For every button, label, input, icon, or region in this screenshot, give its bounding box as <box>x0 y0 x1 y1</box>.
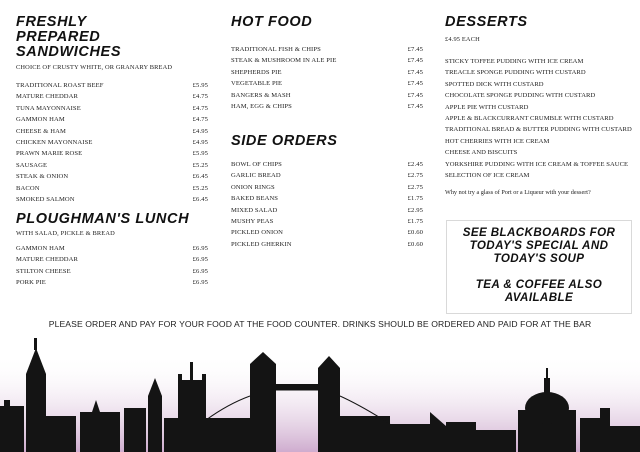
side-order-item-name: MUSHY PEAS <box>231 218 274 226</box>
blackboard-line-4: TEA & COFFEE ALSO <box>475 277 603 291</box>
side-order-item <box>231 182 423 193</box>
london-skyline-illustration <box>0 334 640 452</box>
hot-food-item <box>231 78 423 89</box>
sandwich-item-price: £4.95 <box>192 127 208 135</box>
sandwich-item-name: STEAK & ONION <box>16 173 69 181</box>
hot-food-item <box>231 67 423 78</box>
hot-food-item-price: £7.45 <box>407 57 423 65</box>
side-order-item-name: BAKED BEANS <box>231 195 279 203</box>
dessert-item: HOT CHERRIES WITH ICE CREAM <box>445 137 550 145</box>
ploughmans-item <box>16 277 208 288</box>
side-order-item <box>231 239 423 250</box>
side-order-item-price: £2.75 <box>407 183 423 191</box>
side-order-item-price: £1.75 <box>407 195 423 203</box>
side-order-item <box>231 216 423 227</box>
desserts-list <box>445 56 635 181</box>
ploughmans-item-name: GAMMON HAM <box>16 245 65 252</box>
hot-food-item <box>231 101 423 112</box>
blackboard-line-2: TODAY'S SPECIAL AND <box>469 239 609 253</box>
sandwich-item-name: TUNA MAYONNAISE <box>16 104 81 112</box>
ploughmans-item-name: MATURE CHEDDAR <box>16 256 79 264</box>
desserts-title: DESSERTS <box>445 14 528 30</box>
side-order-item-price: £1.75 <box>407 218 423 226</box>
ploughmans-item <box>16 254 208 265</box>
dessert-item: TREACLE SPONGE PUDDING WITH CUSTARD <box>445 69 586 77</box>
side-order-item-price: £2.75 <box>407 172 423 180</box>
hot-food-item-price: £7.45 <box>407 46 423 53</box>
side-order-item-price: £0.60 <box>407 229 423 237</box>
side-order-item-price: £2.45 <box>407 161 423 168</box>
sandwich-item <box>16 126 208 137</box>
ploughmans-item-name: STILTON CHEESE <box>16 267 71 275</box>
ploughmans-item <box>16 266 208 277</box>
hot-food-item-name: SHEPHERDS PIE <box>231 68 282 76</box>
blackboard-line-1: SEE BLACKBOARDS FOR <box>462 226 616 239</box>
side-order-item-price: £0.60 <box>407 240 423 248</box>
sandwich-item-name: GAMMON HAM <box>16 116 65 124</box>
port-note: Why not try a glass of Port or a Liqueur with your dessert? <box>445 189 591 197</box>
side-order-item <box>231 159 423 170</box>
sandwich-item-name: SMOKED SALMON <box>16 196 75 204</box>
sandwich-item-price: £4.75 <box>192 104 208 112</box>
sandwich-item <box>16 91 208 102</box>
dessert-item: APPLE PIE WITH CUSTARD <box>445 103 529 111</box>
sandwich-item <box>16 103 208 114</box>
hot-food-item-name: STEAK & MUSHROOM IN ALE PIE <box>231 57 337 65</box>
side-orders-list <box>231 159 423 250</box>
ploughmans-item-price: £6.95 <box>192 279 208 287</box>
blackboard-notice-box <box>446 220 632 314</box>
side-order-item <box>231 227 423 238</box>
sandwich-item-price: £5.95 <box>192 150 208 158</box>
ploughmans-item <box>16 243 208 254</box>
sandwich-item-name: BACON <box>16 184 40 192</box>
ploughmans-list <box>16 243 208 289</box>
sandwich-item-price: £6.45 <box>192 196 208 204</box>
sandwich-item-name: PRAWN MARIE ROSE <box>16 150 83 158</box>
sandwich-item-name: CHICKEN MAYONNAISE <box>16 139 93 147</box>
hot-food-item <box>231 44 423 55</box>
hot-food-item-price: £7.45 <box>407 80 423 88</box>
ploughmans-section <box>16 212 208 289</box>
side-order-item <box>231 170 423 181</box>
side-order-item-price: £2.95 <box>407 206 423 214</box>
sandwich-list <box>16 80 208 205</box>
sandwich-item <box>16 194 208 205</box>
blackboard-line-5: AVAILABLE <box>504 290 574 304</box>
dessert-item: CHOCOLATE SPONGE PUDDING WITH CUSTARD <box>445 92 596 100</box>
sandwiches-section <box>16 15 208 205</box>
sandwich-item-price: £5.25 <box>192 184 208 192</box>
hot-food-list <box>231 44 423 112</box>
sandwich-item-price: £4.95 <box>192 139 208 147</box>
hot-food-item-price: £7.45 <box>407 103 423 111</box>
ploughmans-item-name: PORK PIE <box>16 279 46 287</box>
side-order-item <box>231 205 423 216</box>
hot-food-item-name: BANGERS & MASH <box>231 91 291 99</box>
sandwich-item-name: TRADITIONAL ROAST BEEF <box>16 82 104 89</box>
sandwich-item-name: CHEESE & HAM <box>16 127 66 135</box>
sandwich-item <box>16 114 208 125</box>
sandwich-item-price: £5.95 <box>192 82 208 89</box>
sandwiches-subtitle: CHOICE OF CRUSTY WHITE, OR GRANARY BREAD <box>16 64 173 71</box>
dessert-item: SELECTION OF ICE CREAM <box>445 172 530 180</box>
sandwiches-title: FRESHLY PREPARED SANDWICHES <box>16 14 122 60</box>
dessert-item: STICKY TOFFEE PUDDING WITH ICE CREAM <box>445 58 584 65</box>
ploughmans-title: PLOUGHMAN'S LUNCH <box>16 211 190 227</box>
sandwich-item <box>16 183 208 194</box>
sandwich-item-name: MATURE CHEDDAR <box>16 93 79 101</box>
side-order-item-name: ONION RINGS <box>231 183 275 191</box>
side-order-item-name: MIXED SALAD <box>231 206 278 214</box>
sandwich-item-name: SAUSAGE <box>16 161 48 169</box>
desserts-section <box>445 15 635 196</box>
blackboard-line-3: TODAY'S SOUP <box>493 252 585 266</box>
dessert-item: APPLE & BLACKCURRANT CRUMBLE WITH CUSTARD <box>445 115 614 123</box>
hot-food-title: HOT FOOD <box>231 14 313 30</box>
sandwich-item-price: £6.45 <box>192 173 208 181</box>
ploughmans-item-price: £6.95 <box>192 245 208 252</box>
side-order-item-name: GARLIC BREAD <box>231 172 281 180</box>
hot-food-item <box>231 55 423 66</box>
side-order-item-name: BOWL OF CHIPS <box>231 161 282 168</box>
hot-food-item-name: VEGETABLE PIE <box>231 80 283 88</box>
side-order-item-name: PICKLED GHERKIN <box>231 240 292 248</box>
hot-food-section <box>231 15 423 112</box>
sandwich-item <box>16 171 208 182</box>
side-order-item-name: PICKLED ONION <box>231 229 284 237</box>
hot-food-item <box>231 90 423 101</box>
dessert-item: CHEESE AND BISCUITS <box>445 149 518 157</box>
sandwich-item-price: £4.75 <box>192 116 208 124</box>
hot-food-item-price: £7.45 <box>407 68 423 76</box>
sandwich-item <box>16 137 208 148</box>
side-order-item <box>231 193 423 204</box>
sandwich-item <box>16 80 208 91</box>
sandwich-item <box>16 148 208 159</box>
hot-food-item-name: HAM, EGG & CHIPS <box>231 103 292 111</box>
ploughmans-item-price: £6.95 <box>192 256 208 264</box>
hot-food-item-price: £7.45 <box>407 91 423 99</box>
side-orders-title: SIDE ORDERS <box>231 133 338 149</box>
dessert-item: TRADITIONAL BREAD & BUTTER PUDDING WITH CUSTARD <box>445 126 632 134</box>
sandwich-item-price: £5.25 <box>192 161 208 169</box>
dessert-item: SPOTTED DICK WITH CUSTARD <box>445 80 544 88</box>
order-notice: PLEASE ORDER AND PAY FOR YOUR FOOD AT THE FOOD COUNTER. DRINKS SHOULD BE ORDERED AND PAID FOR AT THE BAR <box>48 319 592 329</box>
side-orders-section <box>231 134 423 250</box>
hot-food-item-name: TRADITIONAL FISH & CHIPS <box>231 46 321 53</box>
sandwich-item-price: £4.75 <box>192 93 208 101</box>
desserts-price-note: £4.95 EACH <box>445 36 480 43</box>
sandwich-item <box>16 160 208 171</box>
ploughmans-item-price: £6.95 <box>192 267 208 275</box>
dessert-item: YORKSHIRE PUDDING WITH ICE CREAM & TOFFEE SAUCE <box>445 160 629 168</box>
ploughmans-subtitle: WITH SALAD, PICKLE & BREAD <box>16 230 115 237</box>
